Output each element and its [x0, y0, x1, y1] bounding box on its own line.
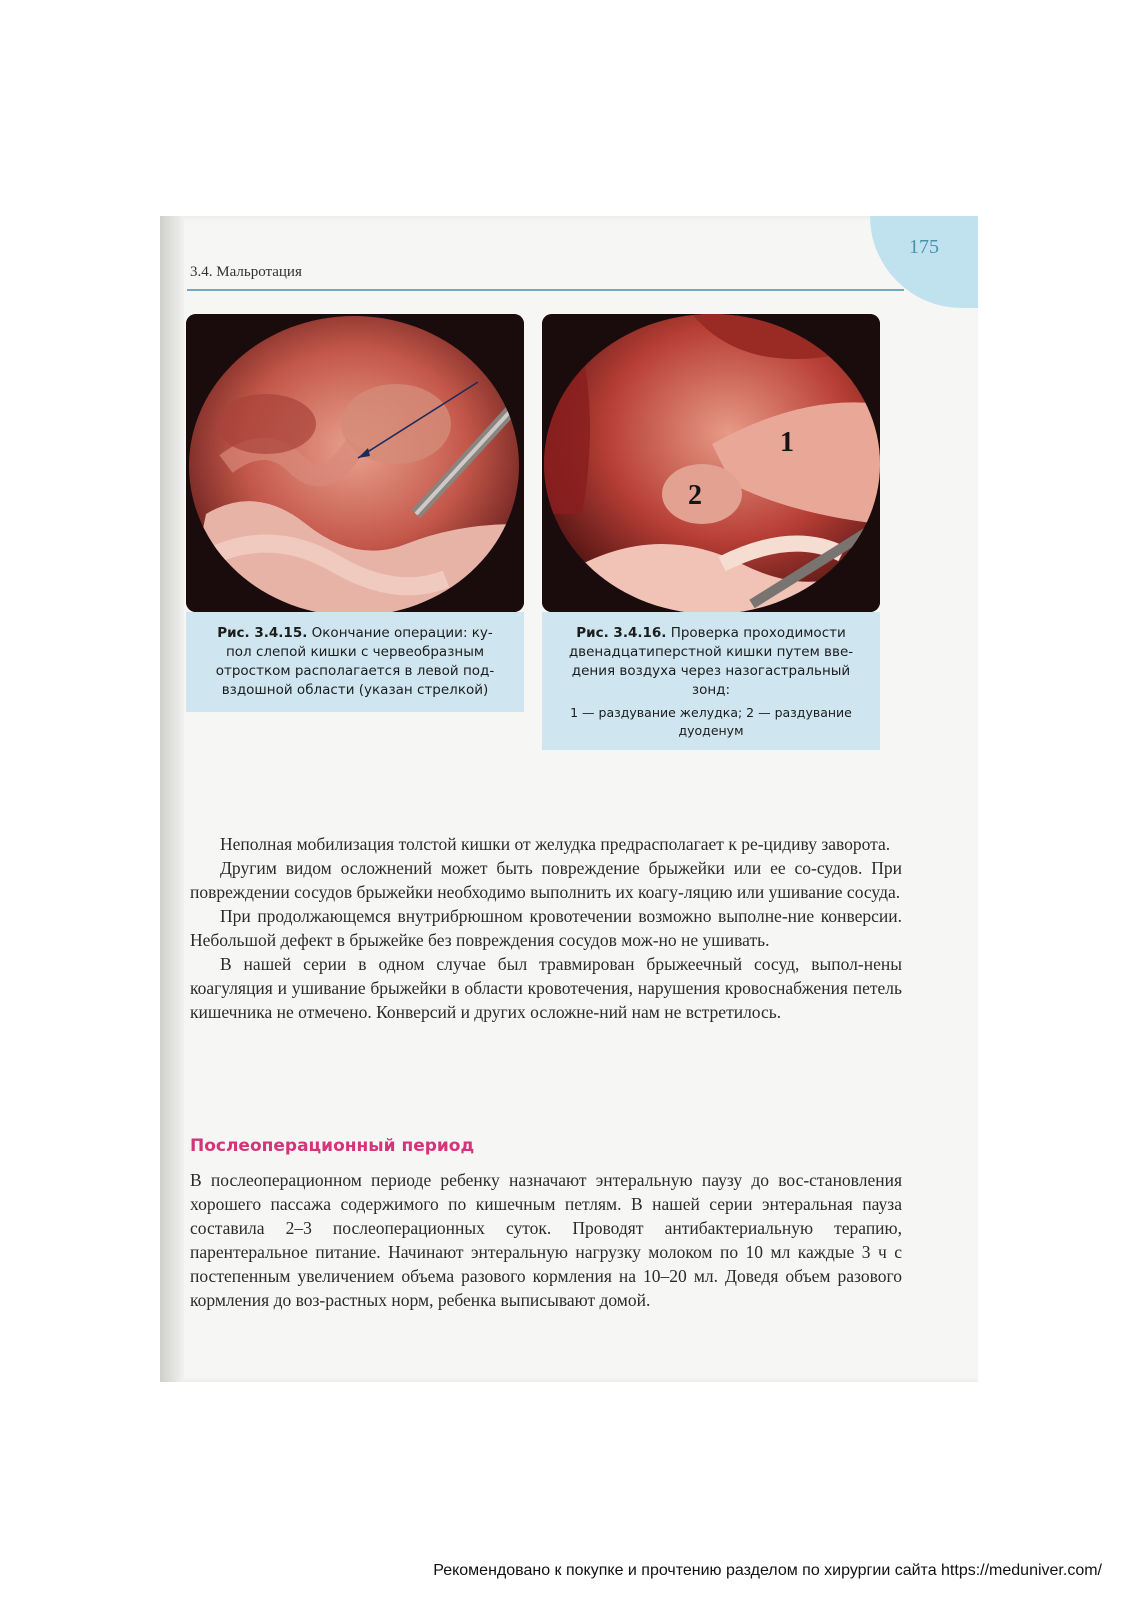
figure-caption [542, 612, 880, 750]
caption-line: пол слепой кишки с червеобразным [225, 644, 485, 660]
legend-line: дуоденум [678, 723, 744, 738]
caption-line: Проверка проходимости [670, 625, 846, 641]
body-text [190, 832, 902, 1024]
caption-line: отростком располагается в левой под- [215, 663, 495, 679]
page-number: 175 [909, 236, 939, 258]
section-body [190, 1168, 902, 1312]
footer-recommendation: Рекомендовано к покупке и прочтению разделом по хирургии сайта https://meduniver.com/ [433, 1562, 1102, 1579]
legend-line: 1 — раздувание желудка; 2 — раздувание [570, 705, 852, 720]
marker-1: 1 [780, 427, 794, 458]
section-heading: Послеоперационный период [190, 1136, 475, 1156]
laparoscopic-photo-duodenum [542, 314, 880, 612]
photo-illustration [186, 314, 524, 612]
running-head: 3.4. Мальротация [190, 264, 302, 280]
photo-illustration [542, 314, 880, 612]
caption-line: вздошной области (указан стрелкой) [221, 682, 489, 698]
caption-line: Окончание операции: ку- [311, 625, 493, 641]
caption-line: двенадцатиперстной кишки путем вве- [568, 644, 854, 660]
paragraph: Неполная мобилизация толстой кишки от желудка предрасполагает к ре-цидиву заворота. [220, 834, 891, 854]
figure-caption [186, 612, 524, 712]
marker-2: 2 [688, 480, 702, 511]
paragraph: В послеоперационном периоде ребенку назначают энтеральную паузу до вос-становления хорошего пассажа содержимого по кишечным петлям. В нашей серии энтеральная пауза составила 2–3 послеоперационных суток. Проводят антибактериальную терапию, парентеральное питание. Начинают энтеральную нагрузку молоком по 10 мл каждые 3 ч с постепенным увеличением объема разового кормления на 10–20 мл. Доведя объем разового кормления до воз-растных норм, ребенка выписывают домой. [190, 1170, 902, 1310]
laparoscopic-photo-cecum [186, 314, 524, 612]
page-gutter-shadow [160, 216, 184, 1382]
paragraph: В нашей серии в одном случае был травмирован брыжеечный сосуд, выпол-нены коагуляция и ушивание брыжейки в области кровотечения, нарушения кровоснабжения петель кишечника не отмечено. Конверсий и других осложне-ний нам не встретилось. [190, 954, 902, 1022]
caption-line: зонд: [691, 682, 731, 698]
header-rule [187, 289, 904, 291]
figure-label: Рис. 3.4.15. [217, 625, 308, 641]
figure-legend [542, 704, 880, 740]
caption-line: дения воздуха через назогастральный [571, 663, 851, 679]
paragraph: Другим видом осложнений может быть повреждение брыжейки или ее со-судов. При повреждении сосудов брыжейки необходимо выполнить их коагу-ляцию или ушивание сосуда. [190, 858, 902, 902]
figure-label: Рис. 3.4.16. [576, 625, 667, 641]
paragraph: При продолжающемся внутрибрюшном кровотечении возможно выполне-ние конверсии. Небольшой дефект в брыжейке без повреждения сосудов мож-но не ушивать. [190, 906, 902, 950]
